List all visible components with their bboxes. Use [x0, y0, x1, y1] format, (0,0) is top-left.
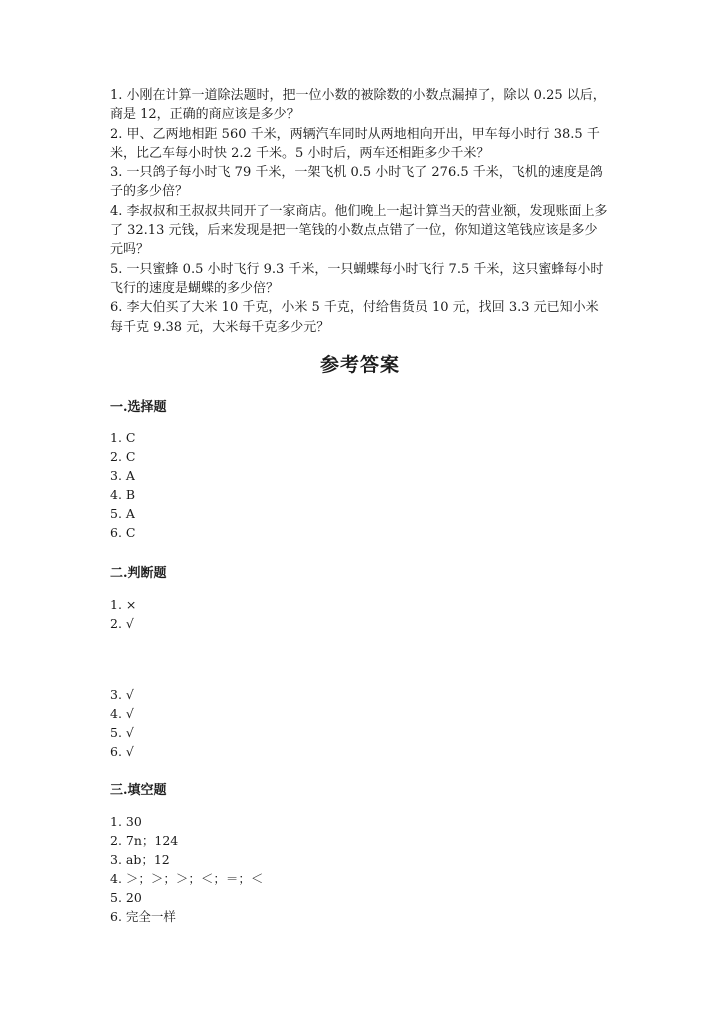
question-5: 5. 一只蜜蜂 0.5 小时飞行 9.3 千米，一只蝴蝶每小时飞行 7.5 千米，这只蜜蜂每小时飞行的速度是蝴蝶的多少倍？ [110, 261, 604, 296]
section-heading-judge: 二.判断题 [110, 566, 167, 581]
answer-item: 2. 7n；124 [110, 833, 179, 848]
answer-item: 4. B [110, 487, 136, 502]
answer-item: 5. A [110, 506, 135, 521]
answer-list-judge-b [110, 685, 134, 761]
answer-item: 6. C [110, 525, 136, 540]
question-2: 2. 甲、乙两地相距 560 千米，两辆汽车同时从两地相向开出，甲车每小时行 38.5 千米，比乙车每小时快 2.2 千米。5 小时后，两车还相距多少千米？ [110, 126, 600, 161]
answer-item: 4. ＞；＞；＞；＜；＝；＜ [110, 871, 264, 886]
answer-item: 6. √ [110, 744, 134, 759]
answer-item: 4. √ [110, 706, 134, 721]
answer-item: 1. C [110, 430, 136, 445]
answer-list-judge-a [110, 595, 136, 633]
section-heading-fill: 三.填空题 [110, 783, 167, 798]
answer-item: 2. C [110, 449, 136, 464]
answer-item: 3. A [110, 468, 135, 483]
question-list [110, 86, 610, 337]
section-heading-choice: 一.选择题 [110, 400, 167, 415]
question-3: 3. 一只鸽子每小时飞 79 千米，一架飞机 0.5 小时飞了 276.5 千米，飞机的速度是鸽子的多少倍？ [110, 165, 603, 200]
answer-item: 6. 完全一样 [110, 909, 176, 924]
answer-item: 3. ab；12 [110, 852, 170, 867]
question-4: 4. 李叔叔和王叔叔共同开了一家商店。他们晚上一起计算当天的营业额，发现账面上多了 32.13 元钱，后来发现是把一笔钱的小数点点错了一位，你知道这笔钱应该是多少元吗？ [110, 203, 608, 258]
answer-item: 5. √ [110, 725, 134, 740]
answer-item: 5. 20 [110, 890, 142, 905]
question-6: 6. 李大伯买了大米 10 千克，小米 5 千克，付给售货员 10 元，找回 3.3 元已知小米每千克 9.38 元，大米每千克多少元？ [110, 300, 599, 335]
answer-item: 3. √ [110, 687, 134, 702]
answer-item: 1. × [110, 597, 137, 612]
answer-item: 2. √ [110, 616, 134, 631]
answer-item: 1. 30 [110, 814, 142, 829]
answer-key-title: 参考答案 [319, 354, 400, 376]
answer-list-choice [110, 428, 135, 542]
answer-list-fill [110, 812, 263, 926]
question-1: 1. 小刚在计算一道除法题时，把一位小数的被除数的小数点漏掉了，除以 0.25 以后，商是 12，正确的商应该是多少？ [110, 88, 606, 123]
